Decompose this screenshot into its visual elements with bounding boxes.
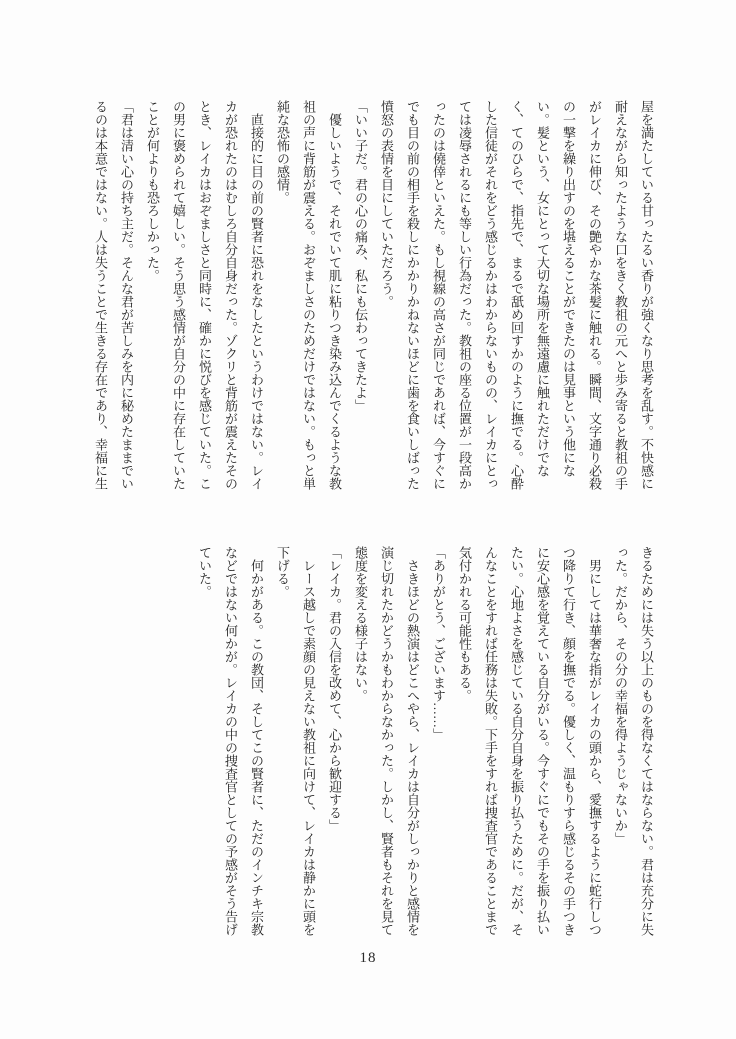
text-column: に安心感を覚えている自分がいる。今すぐにでもその手を振り払い xyxy=(535,546,550,936)
text-column: した信徒がそれをどう感じるかはわからないものの、レイカにとっ xyxy=(483,100,498,490)
text-column: 「君は清い心の持ち主だ。そんな君が苦しみを内に秘めたままでい xyxy=(119,100,134,490)
text-column: ことが何よりも恐ろしかった。 xyxy=(145,100,160,282)
text-column: 男にしては華奢な指がレイカの頭から、愛撫するように蛇行しつ xyxy=(587,546,602,936)
text-column: たい。心地よさを感じている自分自身を振り払うために。だが、そ xyxy=(509,546,524,936)
text-column: の一撃を繰り出すのを堪えることができたのは見事という他にな xyxy=(561,100,576,477)
text-column: 祖の声に背筋が震える。おぞましさのためだけではない。もっと単 xyxy=(301,100,316,490)
text-column: 「レイカ。君の入信を改めて、心から歓迎する」 xyxy=(327,546,342,832)
text-column: 憤怒の表情を目にしていただろう。 xyxy=(379,100,394,308)
text-column: 純な恐怖の感情。 xyxy=(275,100,290,204)
text-column: った。だから、その分の幸福を得ようじゃないか」 xyxy=(613,546,628,845)
text-column: ったのは僥倖といえた。もし視線の高さが同じであれば、今すぐに xyxy=(431,100,446,490)
text-column: 演じ切れたかどうかもわからなかった。しかし、賢者もそれを見て xyxy=(379,546,394,936)
text-block-top xyxy=(87,100,659,492)
text-column: きるためには失う以上のものを得なくてはならない。君は充分に失 xyxy=(639,546,654,936)
text-column: とき、レイカはおぞましさと同時に、確かに悦びを感じていた。こ xyxy=(197,100,212,490)
text-column: 直接的に目の前の賢者に恐れをなしたというわけではない。レイ xyxy=(249,100,264,490)
text-column: るのは本意ではない。人は失うことで生きる存在であり、幸福に生 xyxy=(93,100,108,490)
text-block-bottom xyxy=(191,546,659,938)
text-column: 気付かれる可能性もある。 xyxy=(457,546,472,702)
text-column: カが恐れたのはむしろ自分自身だった。ゾクリと背筋が震えたその xyxy=(223,100,238,490)
text-column: ていた。 xyxy=(197,546,212,598)
text-column: ては凌辱されるにも等しい行為だった。教祖の座る位置が一段高か xyxy=(457,100,472,490)
text-column: 「ありがとう、ございます……」 xyxy=(431,546,446,741)
text-column: でも目の前の相手を殺しにかかりかねないほどに歯を食いしばった xyxy=(405,100,420,490)
text-column: の男に褒められて嬉しい。そう思う感情が自分の中に存在していた xyxy=(171,100,186,490)
text-column: 優しいようで、それでいて肌に粘りつき染み込んでくるような教 xyxy=(327,100,342,490)
text-column: さきほどの熱演はどこへやら、レイカは自分がしっかりと感情を xyxy=(405,546,420,936)
text-column: などではない何かが。レイカの中の捜査官としての予感がそう告げ xyxy=(223,546,238,936)
text-column: つ降りて行き、顔を撫でる。優しく、温もりすら感じるその手つき xyxy=(561,546,576,936)
text-column: 屋を満たしている甘ったるい香りが強くなり思考を乱す。不快感に xyxy=(639,100,654,490)
text-column: 何かがある。この教団、そしてこの賢者に、ただのインチキ宗教 xyxy=(249,546,264,936)
text-column: レース越しで素顔の見えない教祖に向けて、レイカは静かに頭を xyxy=(301,546,316,936)
text-column: い。髪という、女にとって大切な場所を無遠慮に触れただけでな xyxy=(535,100,550,477)
text-column: 下げる。 xyxy=(275,546,290,598)
text-column: がレイカに伸び、その艶やかな茶髪に触れる。瞬間、文字通り必殺 xyxy=(587,100,602,490)
text-column: 耐えながら知ったような口をきく教祖の元へと歩み寄ると教祖の手 xyxy=(613,100,628,490)
text-column: 「いい子だ。君の心の痛み、私にも伝わってきたよ」 xyxy=(353,100,368,412)
text-column: んなことをすれば任務は失敗。下手をすれば捜査官であることまで xyxy=(483,546,498,936)
page-number: 18 xyxy=(359,950,377,966)
text-column: 態度を変える様子はない。 xyxy=(353,546,368,702)
text-column: く、てのひらで、指先で、まるで舐め回すかのように撫でる。心酔 xyxy=(509,100,524,490)
